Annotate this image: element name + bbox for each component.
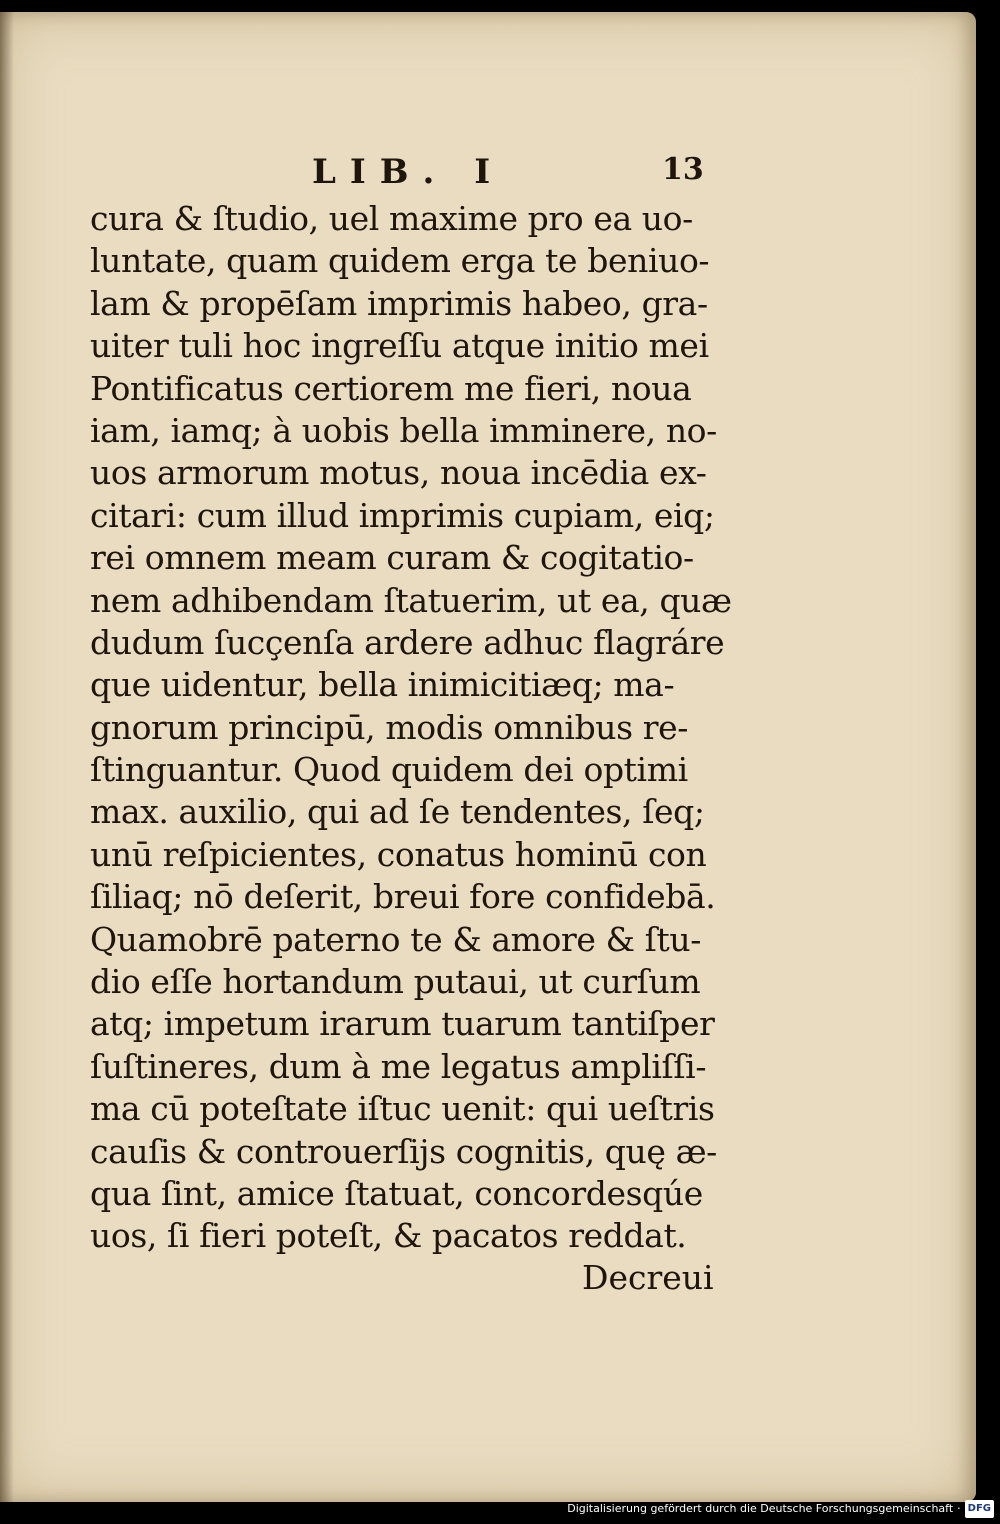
text-line: ſiliaq; nō deſerit, breui fore confidebā. <box>90 877 716 917</box>
text-line: ſtinguantur. Quod quidem dei optimi <box>90 750 688 790</box>
book-page <box>0 12 976 1502</box>
text-line: atq; impetum irarum tuarum tantiſper <box>90 1004 715 1044</box>
text-block <box>90 198 730 1258</box>
text-line: Pontificatus certiorem me fieri, noua <box>90 368 692 408</box>
text-line: lam & propēſam imprimis habeo, gra- <box>90 283 708 323</box>
running-title: LIB. I <box>312 152 505 192</box>
text-line: Quamobrē paterno te & amore & ſtu- <box>90 919 701 959</box>
text-line: ſuſtineres, dum à me legatus ampliſſi- <box>90 1046 707 1086</box>
credit-separator: · <box>957 1502 961 1515</box>
text-line: luntate, quam quidem erga te beniuo- <box>90 241 710 281</box>
page-header <box>0 152 976 192</box>
text-line: gnorum principū, modis omnibus re- <box>90 707 689 747</box>
text-line: iam, iamq; à uobis bella imminere, no- <box>90 410 717 450</box>
text-line: ma cū poteſtate iſtuc uenit: qui ueſtris <box>90 1089 715 1129</box>
text-line: dudum ſucçenſa ardere adhuc flagráre <box>90 622 725 662</box>
text-line: nem adhibendam ſtatuerim, ut ea, quæ <box>90 580 732 620</box>
text-line: uos, ſi fieri poteſt, & pacatos reddat. <box>90 1216 687 1256</box>
text-line: uos armorum motus, noua incēdia ex- <box>90 453 707 493</box>
text-line: citari: cum illud imprimis cupiam, eiq; <box>90 495 715 535</box>
catchword: Decreui <box>582 1258 714 1297</box>
text-line: qua ſint, amice ſtatuat, concordesqúe <box>90 1173 703 1213</box>
text-line: uiter tuli hoc ingreſſu atque initio mei <box>90 326 709 366</box>
text-line: max. auxilio, qui ad ſe tendentes, ſeq; <box>90 792 705 832</box>
digitization-credit <box>567 1500 994 1518</box>
page-number: 13 <box>662 152 704 187</box>
text-line: rei omnem meam curam & cogitatio- <box>90 538 694 578</box>
text-line: cauſis & controuerſijs cognitis, quę æ- <box>90 1131 717 1171</box>
text-line: dio eſſe hortandum putaui, ut curſum <box>90 962 701 1002</box>
text-line: cura & ſtudio, uel maxime pro ea uo- <box>90 199 693 238</box>
text-line: unū reſpicientes, conatus hominū con <box>90 834 707 874</box>
credit-text: Digitalisierung gefördert durch die Deutsche Forschungsgemeinschaft <box>567 1502 954 1515</box>
text-line: que uidentur, bella inimicitiæq; ma- <box>90 665 675 705</box>
dfg-logo: DFG <box>965 1500 994 1518</box>
